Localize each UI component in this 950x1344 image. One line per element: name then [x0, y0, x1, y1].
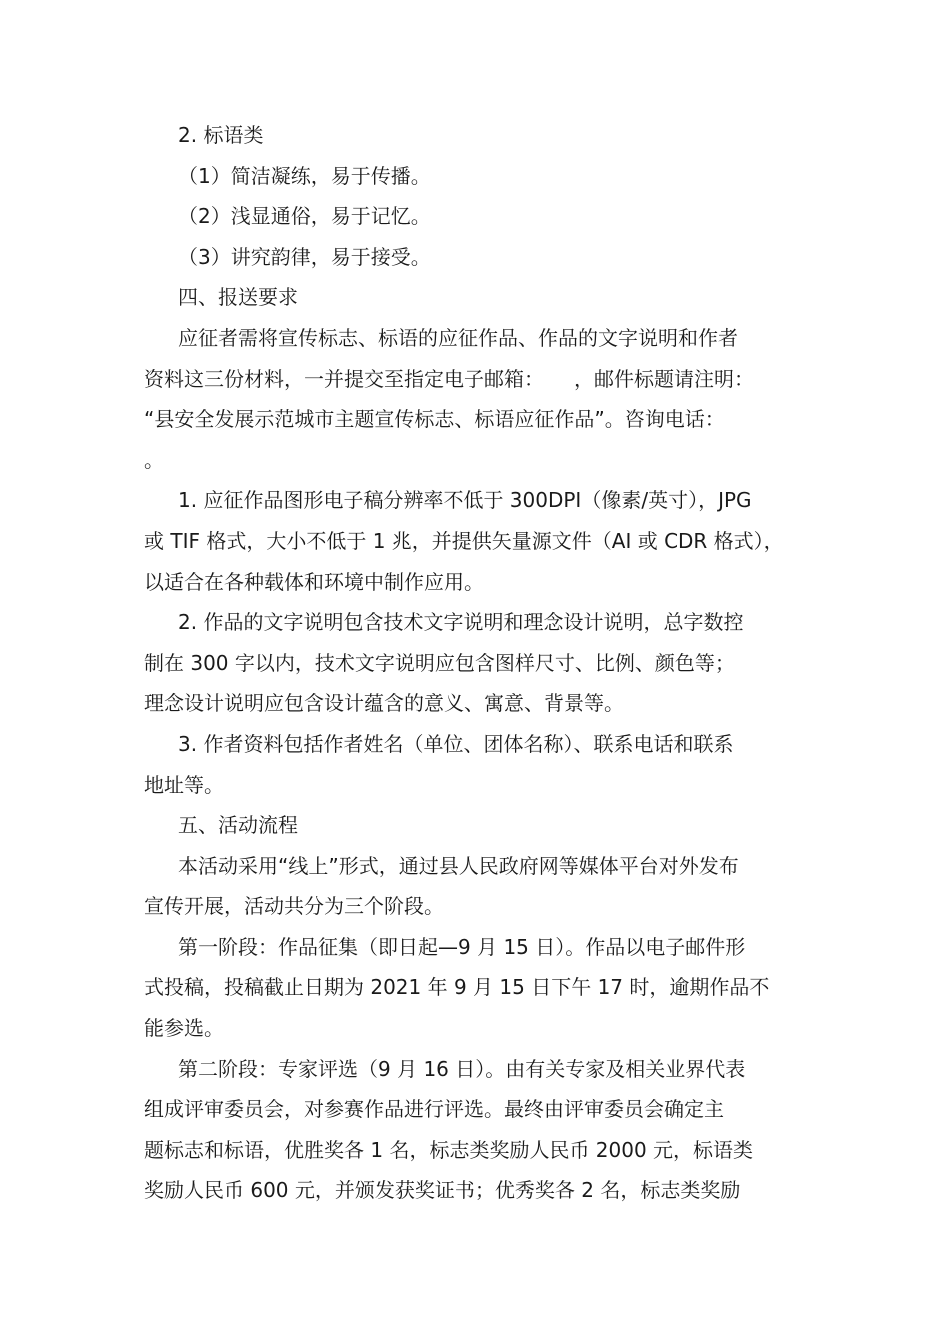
paragraph-line: 题标志和标语，优胜奖各 1 名，标志类奖励人民币 2000 元，标语类 [144, 1137, 754, 1162]
list-item: （3）讲究韵律，易于接受。 [178, 244, 431, 269]
paragraph-line: 以适合在各种载体和环境中制作应用。 [144, 569, 484, 594]
paragraph-line: 1. 应征作品图形电子稿分辨率不低于 300DPI（像素/英寸），JPG [178, 488, 752, 513]
paragraph-line: 第二阶段：专家评选（9 月 16 日）。由有关专家及相关业界代表 [178, 1056, 746, 1081]
paragraph-line: 地址等。 [144, 772, 224, 797]
section-heading-submission: 四、报送要求 [178, 285, 298, 310]
document-body [144, 115, 814, 1211]
paragraph-line: 制在 300 字以内，技术文字说明应包含图样尺寸、比例、颜色等； [144, 650, 735, 675]
paragraph-line: 应征者需将宣传标志、标语的应征作品、作品的文字说明和作者 [178, 325, 738, 350]
paragraph-line: 资料这三份材料，一并提交至指定电子邮箱： ，邮件标题请注明： [144, 366, 754, 391]
paragraph-line: 能参选。 [144, 1016, 224, 1041]
paragraph-line: 或 TIF 格式，大小不低于 1 兆，并提供矢量源文件（AI 或 CDR 格式）， [144, 528, 784, 553]
paragraph-line: 3. 作者资料包括作者姓名（单位、团体名称）、联系电话和联系 [178, 731, 734, 756]
paragraph-line: “县安全发展示范城市主题宣传标志、标语应征作品”。咨询电话： [144, 407, 725, 432]
paragraph-line: 。 [144, 447, 164, 472]
paragraph-line: 组成评审委员会，对参赛作品进行评选。最终由评审委员会确定主 [144, 1097, 724, 1122]
list-item: （2）浅显通俗，易于记忆。 [178, 204, 431, 229]
paragraph-line: 2. 作品的文字说明包含技术文字说明和理念设计说明，总字数控 [178, 610, 744, 635]
paragraph-line: 理念设计说明应包含设计蕴含的意义、寓意、背景等。 [144, 691, 624, 716]
list-item: （1）简洁凝练，易于传播。 [178, 163, 431, 188]
section-heading-process: 五、活动流程 [178, 813, 298, 838]
section-heading-slogans: 2. 标语类 [178, 123, 264, 147]
paragraph-line: 奖励人民币 600 元，并颁发获奖证书；优秀奖各 2 名，标志类奖励 [144, 1178, 741, 1203]
paragraph-line: 式投稿，投稿截止日期为 2021 年 9 月 15 日下午 17 时，逾期作品不 [144, 975, 770, 1000]
paragraph-line: 宣传开展，活动共分为三个阶段。 [144, 894, 444, 919]
paragraph-line: 本活动采用“线上”形式，通过县人民政府网等媒体平台对外发布 [178, 853, 739, 878]
paragraph-line: 第一阶段：作品征集（即日起—9 月 15 日）。作品以电子邮件形 [178, 934, 746, 959]
